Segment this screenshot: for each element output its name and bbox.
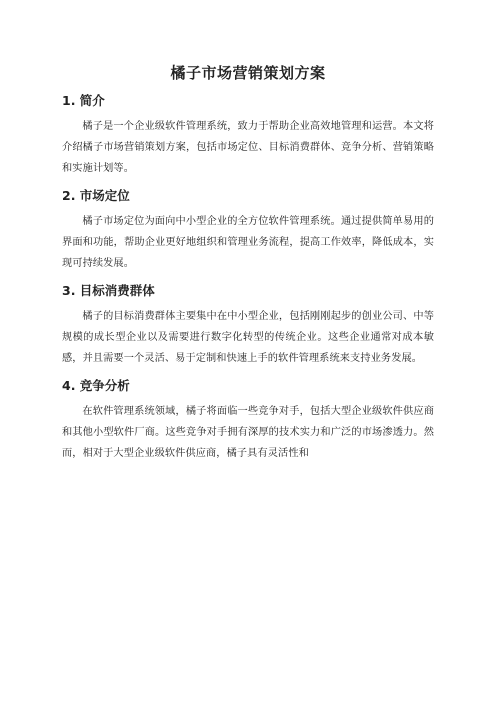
section-competition-analysis [62, 377, 434, 464]
section-paragraph: 在软件管理系统领域，橘子将面临一些竞争对手，包括大型企业级软件供应商和其他小型软件厂商。这些竞争对手拥有深厚的技术实力和广泛的市场渗透力。然而，相对于大型企业级软件供应商，橘子具有灵活性和 [62, 406, 434, 459]
section-intro [62, 92, 434, 179]
section-heading: 3. 目标消费群体 [62, 283, 155, 298]
section-heading: 4. 竞争分析 [62, 378, 130, 393]
section-paragraph: 橘子是一个企业级软件管理系统，致力于帮助企业高效地管理和运营。本文将介绍橘子市场营销策划方案，包括市场定位、目标消费群体、竞争分析、营销策略和实施计划等。 [62, 121, 434, 174]
document-page [62, 62, 434, 472]
document-title: 橘子市场营销策划方案 [170, 64, 326, 82]
section-target-consumers [62, 282, 434, 369]
section-paragraph: 橘子的目标消费群体主要集中在中小型企业，包括刚刚起步的创业公司、中等规模的成长型企业以及需要进行数字化转型的传统企业。这些企业通常对成本敏感，并且需要一个灵活、易于定制和快速上手的软件管理系统来支持业务发展。 [62, 311, 434, 364]
section-heading: 2. 市场定位 [62, 188, 130, 203]
section-heading: 1. 简介 [62, 93, 105, 108]
section-paragraph: 橘子市场定位为面向中小型企业的全方位软件管理系统。通过提供简单易用的界面和功能，帮助企业更好地组织和管理业务流程，提高工作效率，降低成本，实现可持续发展。 [62, 216, 434, 269]
section-market-positioning [62, 187, 434, 274]
